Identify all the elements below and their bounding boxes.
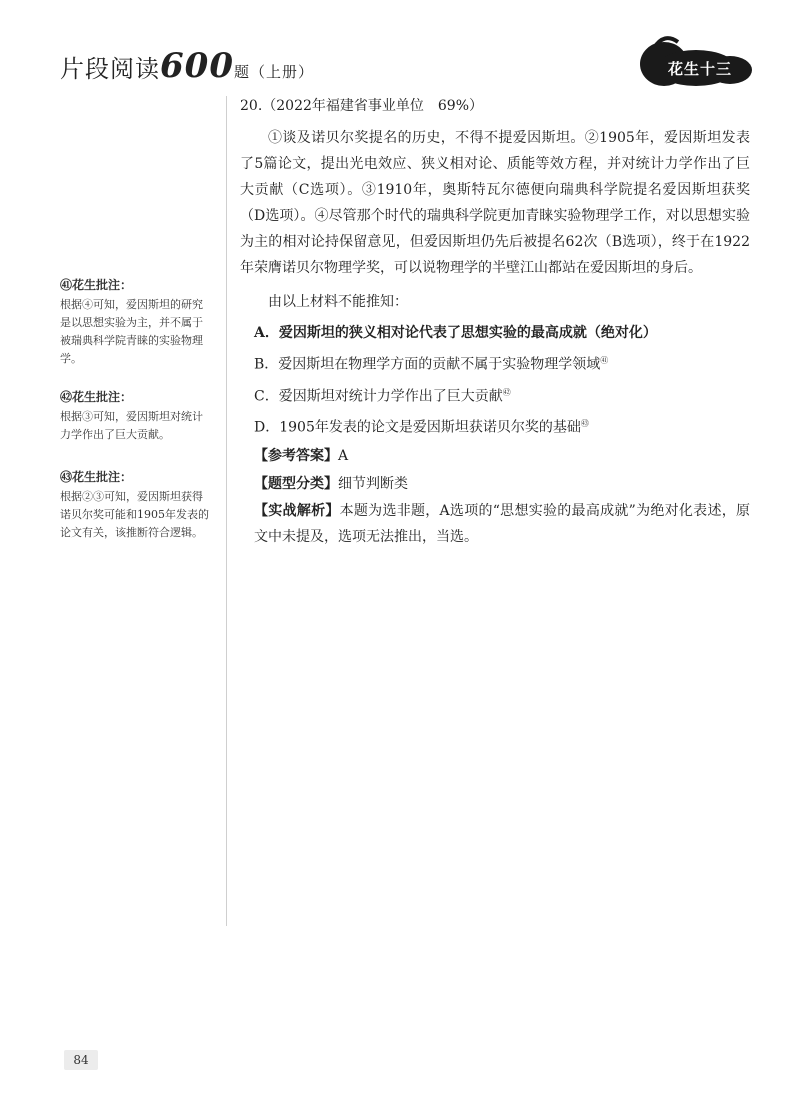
note-ref: ㊷: [502, 387, 511, 397]
brand-text: 花生十三: [668, 60, 733, 78]
note-title: ㊶花生批注：: [60, 278, 133, 292]
type-label: 【题型分类】: [254, 475, 338, 492]
margin-divider: [226, 96, 227, 926]
page-number: 84: [64, 1050, 98, 1070]
note-ref: ㊸: [580, 419, 589, 429]
answer-line: [240, 442, 750, 470]
question-passage: ①谈及诺贝尔奖提名的历史，不得不提爱因斯坦。②1905年，爱因斯坦发表了5篇论文，提出光电效应、狭义相对论、质能等效方程，并对统计力学作出了巨大贡献（C选项）。③1910年，奥斯特瓦尔德便向瑞典科学院提名爱因斯坦获奖（D选项）。④尽管那个时代的瑞典科学院更加青睐实验物理学工作，对以思想实验为主的相对论持保留意见，但爱因斯坦仍先后被提名62次（B选项），终于在1922年荣膺诺贝尔物理学奖，可以说物理学的半壁江山都站在爱因斯坦的身后。: [240, 130, 750, 276]
answer-label: 【参考答案】: [254, 447, 338, 464]
analysis-block: [240, 498, 750, 550]
analysis-label: 【实战解析】: [254, 502, 340, 519]
note-title: ㊸花生批注：: [60, 470, 133, 484]
option-c: [240, 379, 750, 411]
analysis-text: 本题为选非题，A选项的“思想实验的最高成就”为绝对化表述，原文中未提及，选项无法推出，当选。: [254, 502, 750, 545]
question-block: [240, 95, 750, 550]
type-value: 细节判断类: [338, 475, 408, 492]
answer-value: A: [338, 447, 349, 464]
option-d: [240, 410, 750, 442]
book-title: [60, 46, 314, 86]
note-text: 根据④可知，爱因斯坦的研究是以思想实验为主，并不属于被瑞典科学院青睐的实验物理学。: [60, 298, 203, 365]
option-a: [240, 319, 750, 347]
question-prompt: 由以上材料不能推知：: [268, 294, 408, 310]
option-text: D．1905年发表的论文是爱因斯坦获诺贝尔奖的基础: [254, 419, 581, 436]
note-title: ㊷花生批注：: [60, 390, 133, 404]
book-title-number: 600: [160, 46, 234, 86]
sidebar-note-42: [60, 388, 210, 444]
sidebar-note-41: [60, 276, 210, 368]
book-title-prefix: 片段阅读: [60, 55, 160, 83]
book-title-suffix: 题（上册）: [233, 63, 314, 81]
brand-logo: [634, 28, 756, 94]
option-text: A．爱因斯坦的狭义相对论代表了思想实验的最高成就（绝对化）: [254, 325, 657, 341]
page-header: [0, 0, 800, 100]
type-line: [240, 470, 750, 498]
option-text: C．爱因斯坦对统计力学作出了巨大贡献: [254, 388, 503, 405]
sidebar-note-43: [60, 468, 210, 542]
option-text: B．爱因斯坦在物理学方面的贡献不属于实验物理学领域: [254, 356, 601, 373]
note-ref: ㊶: [600, 356, 609, 365]
question-header: 20.（2022年福建省事业单位 69%）: [240, 98, 484, 114]
note-text: 根据②③可知，爱因斯坦获得诺贝尔奖可能和1905年发表的论文有关，该推断符合逻辑。: [60, 490, 209, 539]
note-text: 根据③可知，爱因斯坦对统计力学作出了巨大贡献。: [60, 410, 203, 441]
option-b: [240, 347, 750, 379]
